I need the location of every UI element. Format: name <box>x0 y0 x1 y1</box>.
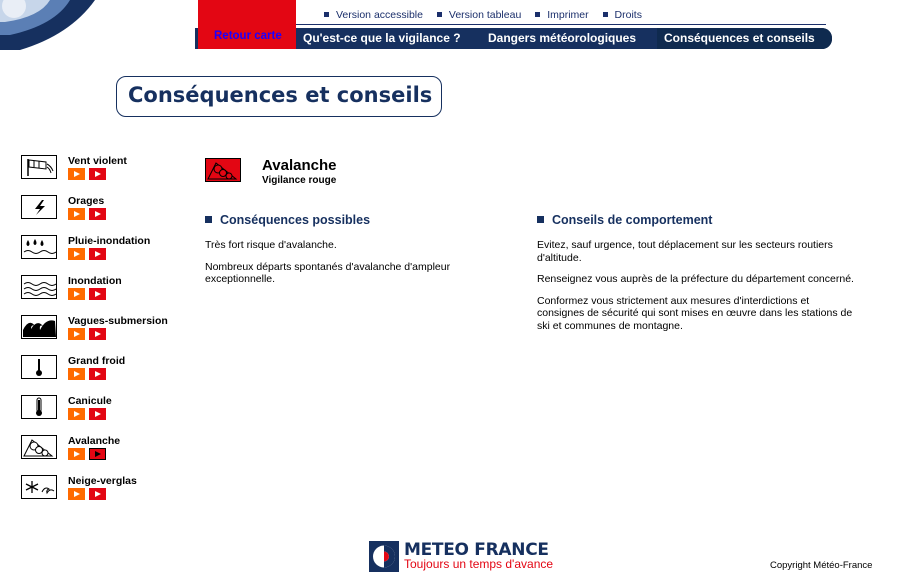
sidebar-item-orages[interactable] <box>21 195 191 233</box>
sidebar-item-label: Inondation <box>68 275 122 287</box>
sidebar-item-label: Avalanche <box>68 435 121 447</box>
red-alert-button[interactable] <box>89 248 106 260</box>
sidebar-item-label: Vagues-submersion <box>68 315 168 327</box>
sidebar-item-label: Vent violent <box>68 155 127 167</box>
sidebar-item-vent-violent[interactable] <box>21 155 191 193</box>
link-droits[interactable]: Droits <box>614 9 642 21</box>
sidebar-item-label: Orages <box>68 195 105 207</box>
thermometer-hot-icon <box>21 395 57 419</box>
consequence-paragraph: Très fort risque d'avalanche. <box>205 239 337 251</box>
thermometer-cold-icon <box>21 355 57 379</box>
rain-flood-icon <box>21 235 57 259</box>
orange-alert-button[interactable] <box>68 168 85 180</box>
tab-dangers-meteorologiques[interactable]: Dangers météorologiques <box>488 31 637 45</box>
sidebar-item-label: Grand froid <box>68 355 126 367</box>
windsock-icon <box>21 155 57 179</box>
brand-name: METEO FRANCE <box>404 540 549 560</box>
advice-paragraph: Evitez, sauf urgence, tout déplacement sur les secteurs routiers d'altitude. <box>537 239 833 264</box>
red-alert-button[interactable] <box>89 168 106 180</box>
red-alert-button[interactable] <box>89 488 106 500</box>
sidebar-item-grand-froid[interactable] <box>21 355 191 393</box>
advice-text <box>537 239 857 332</box>
orange-alert-button[interactable] <box>68 208 85 220</box>
brand-tagline: Toujours un temps d'avance <box>404 557 554 571</box>
orange-alert-button[interactable] <box>68 288 85 300</box>
orange-alert-button[interactable] <box>68 368 85 380</box>
meteo-france-logo-icon <box>369 541 399 572</box>
consequences-text <box>205 239 495 286</box>
sidebar-item-label: Neige-verglas <box>68 475 137 487</box>
consequences-heading: Conséquences possibles <box>205 213 370 227</box>
hazard-name: Avalanche <box>262 157 337 174</box>
avalanche-red-icon <box>205 158 241 182</box>
advice-paragraph: Renseignez vous auprès de la préfecture du département concerné. <box>537 273 854 285</box>
red-alert-button[interactable] <box>89 288 106 300</box>
red-alert-button[interactable] <box>89 328 106 340</box>
copyright: Copyright Météo-France <box>770 560 873 571</box>
top-links <box>324 9 653 21</box>
page-title: Conséquences et conseils <box>128 83 433 107</box>
orange-alert-button[interactable] <box>68 448 85 460</box>
sidebar-item-avalanche[interactable] <box>21 435 191 473</box>
hazard-level: Vigilance rouge <box>262 175 337 186</box>
flood-waves-icon <box>21 275 57 299</box>
sidebar-item-label: Canicule <box>68 395 112 407</box>
link-version-accessible[interactable]: Version accessible <box>336 9 423 21</box>
back-to-map-label: Retour carte <box>214 30 282 42</box>
orange-alert-button[interactable] <box>68 328 85 340</box>
link-version-tableau[interactable]: Version tableau <box>448 9 522 21</box>
orange-alert-button[interactable] <box>68 248 85 260</box>
top-divider <box>208 24 826 25</box>
tab-quest-ce-que-la-vigilance[interactable]: Qu'est-ce que la vigilance ? <box>303 31 461 45</box>
orange-alert-button[interactable] <box>68 408 85 420</box>
red-alert-button[interactable] <box>89 408 106 420</box>
link-imprimer[interactable]: Imprimer <box>547 9 589 21</box>
sidebar-item-canicule[interactable] <box>21 395 191 433</box>
sidebar-item-label: Pluie-inondation <box>68 235 151 247</box>
lightning-icon <box>21 195 57 219</box>
red-alert-button-selected[interactable] <box>89 448 106 460</box>
sidebar-item-neige-verglas[interactable] <box>21 475 191 513</box>
tab-consequences-et-conseils[interactable]: Conséquences et conseils <box>664 31 815 45</box>
wave-icon <box>21 315 57 339</box>
meteo-logo-swirl <box>0 0 110 50</box>
consequence-paragraph: Nombreux départs spontanés d'avalanche d'ampleur exceptionnelle. <box>205 260 451 285</box>
sidebar-item-vagues-submersion[interactable] <box>21 315 191 353</box>
avalanche-icon <box>21 435 57 459</box>
red-alert-button[interactable] <box>89 208 106 220</box>
red-alert-button[interactable] <box>89 368 106 380</box>
back-to-map-button[interactable] <box>198 0 296 49</box>
sidebar-item-pluie-inondation[interactable] <box>21 235 191 273</box>
advice-paragraph: Conformez vous strictement aux mesures d'interdictions et consignes de sécurité qui sont mises en œuvre dans les stations de ski et communes de montagne. <box>537 294 853 332</box>
advice-heading: Conseils de comportement <box>537 213 712 227</box>
snowflake-icon <box>21 475 57 499</box>
orange-alert-button[interactable] <box>68 488 85 500</box>
sidebar-item-inondation[interactable] <box>21 275 191 313</box>
